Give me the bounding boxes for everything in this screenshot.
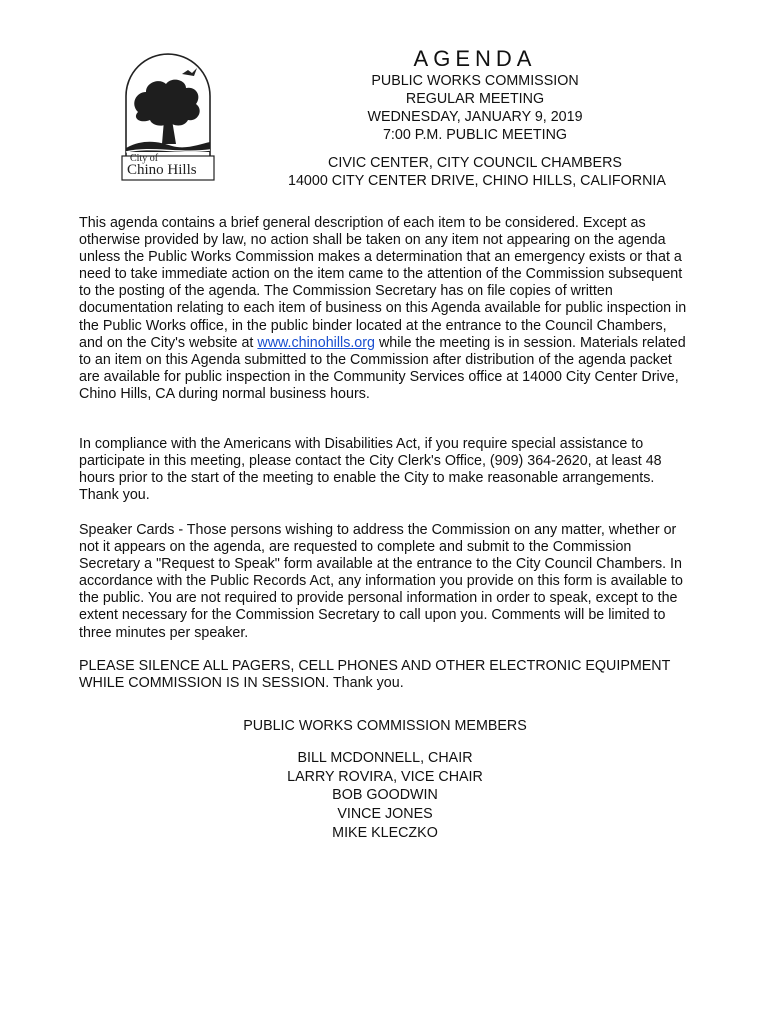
meeting-location: CIVIC CENTER, CITY COUNCIL CHAMBERS — [328, 155, 622, 171]
member-item: BOB GOODWIN — [332, 787, 438, 804]
member-item: LARRY ROVIRA, VICE CHAIR — [287, 768, 483, 785]
meeting-address: 14000 CITY CENTER DRIVE, CHINO HILLS, CALIFORNIA — [288, 173, 666, 189]
commission-name: PUBLIC WORKS COMMISSION — [371, 73, 579, 89]
ada-paragraph: In compliance with the Americans with Disabilities Act, if you require special assistance to participate in this meeting, please contact the City Clerk's Office, (909) 364-2620, at least 48 hours prior to the start of the meeting to enable the City to make reasonable arrangements. Thank you. — [79, 436, 662, 504]
silence-devices-paragraph: PLEASE SILENCE ALL PAGERS, CELL PHONES AND OTHER ELECTRONIC EQUIPMENT WHILE COMMISSION IS IN SESSION. Thank you. — [79, 658, 671, 692]
speaker-cards-paragraph: Speaker Cards - Those persons wishing to address the Commission on any matter, whether or not it appears on the agenda, are requested to complete and submit to the Commission Secretary a "Request to Speak" form available at the entrance to the City Council Chambers. In accordance with the Public Records Act, any information you provide on this form is available to the public. You are not required to provide personal information in order to speak, except to the extent necessary for the Commission Secretary to call upon you. Comments will be limited to three minutes per speaker. — [79, 522, 683, 641]
member-item: MIKE KLECZKO — [332, 824, 438, 841]
agenda-title: AGENDA — [413, 46, 537, 71]
meeting-time: 7:00 P.M. PUBLIC MEETING — [382, 127, 568, 143]
meeting-type: REGULAR MEETING — [405, 91, 545, 107]
meeting-date: WEDNESDAY, JANUARY 9, 2019 — [367, 109, 583, 125]
members-list — [0, 749, 770, 843]
logo-city-of: City of — [130, 153, 159, 164]
city-website-link[interactable]: www.chinohills.org — [257, 334, 375, 351]
intro-paragraph — [79, 215, 691, 403]
intro-text-end: while the meeting is in session. Materials related to an item on this Agenda submitted to the Commission after distribution of the agenda packet are available for public inspection in the Community Services office at 14000 City Center Drive, Chino Hills, CA during normal business hours. — [79, 334, 686, 402]
member-item: BILL MCDONNELL, CHAIR — [297, 750, 473, 766]
members-heading: PUBLIC WORKS COMMISSION MEMBERS — [243, 718, 527, 734]
intro-text-start: This agenda contains a brief general description of each item to be considered. Except as otherwise provided by law, no action shall be taken on any item not appearing on the agenda unless the Public Works Commission makes a determination that an emergency exists or that a need to take immediate action on the item came to the attention of the Commission subsequent to the posting of the agenda. The Commission Secretary has on file copies of written documentation relating to each item of business on this Agenda available for public inspection in the Public Works office, in the public binder located at the entrance to the Council Chambers, and on the City's website at — [79, 215, 687, 351]
member-item: VINCE JONES — [337, 806, 433, 823]
logo-city-name: Chino Hills — [127, 162, 197, 178]
